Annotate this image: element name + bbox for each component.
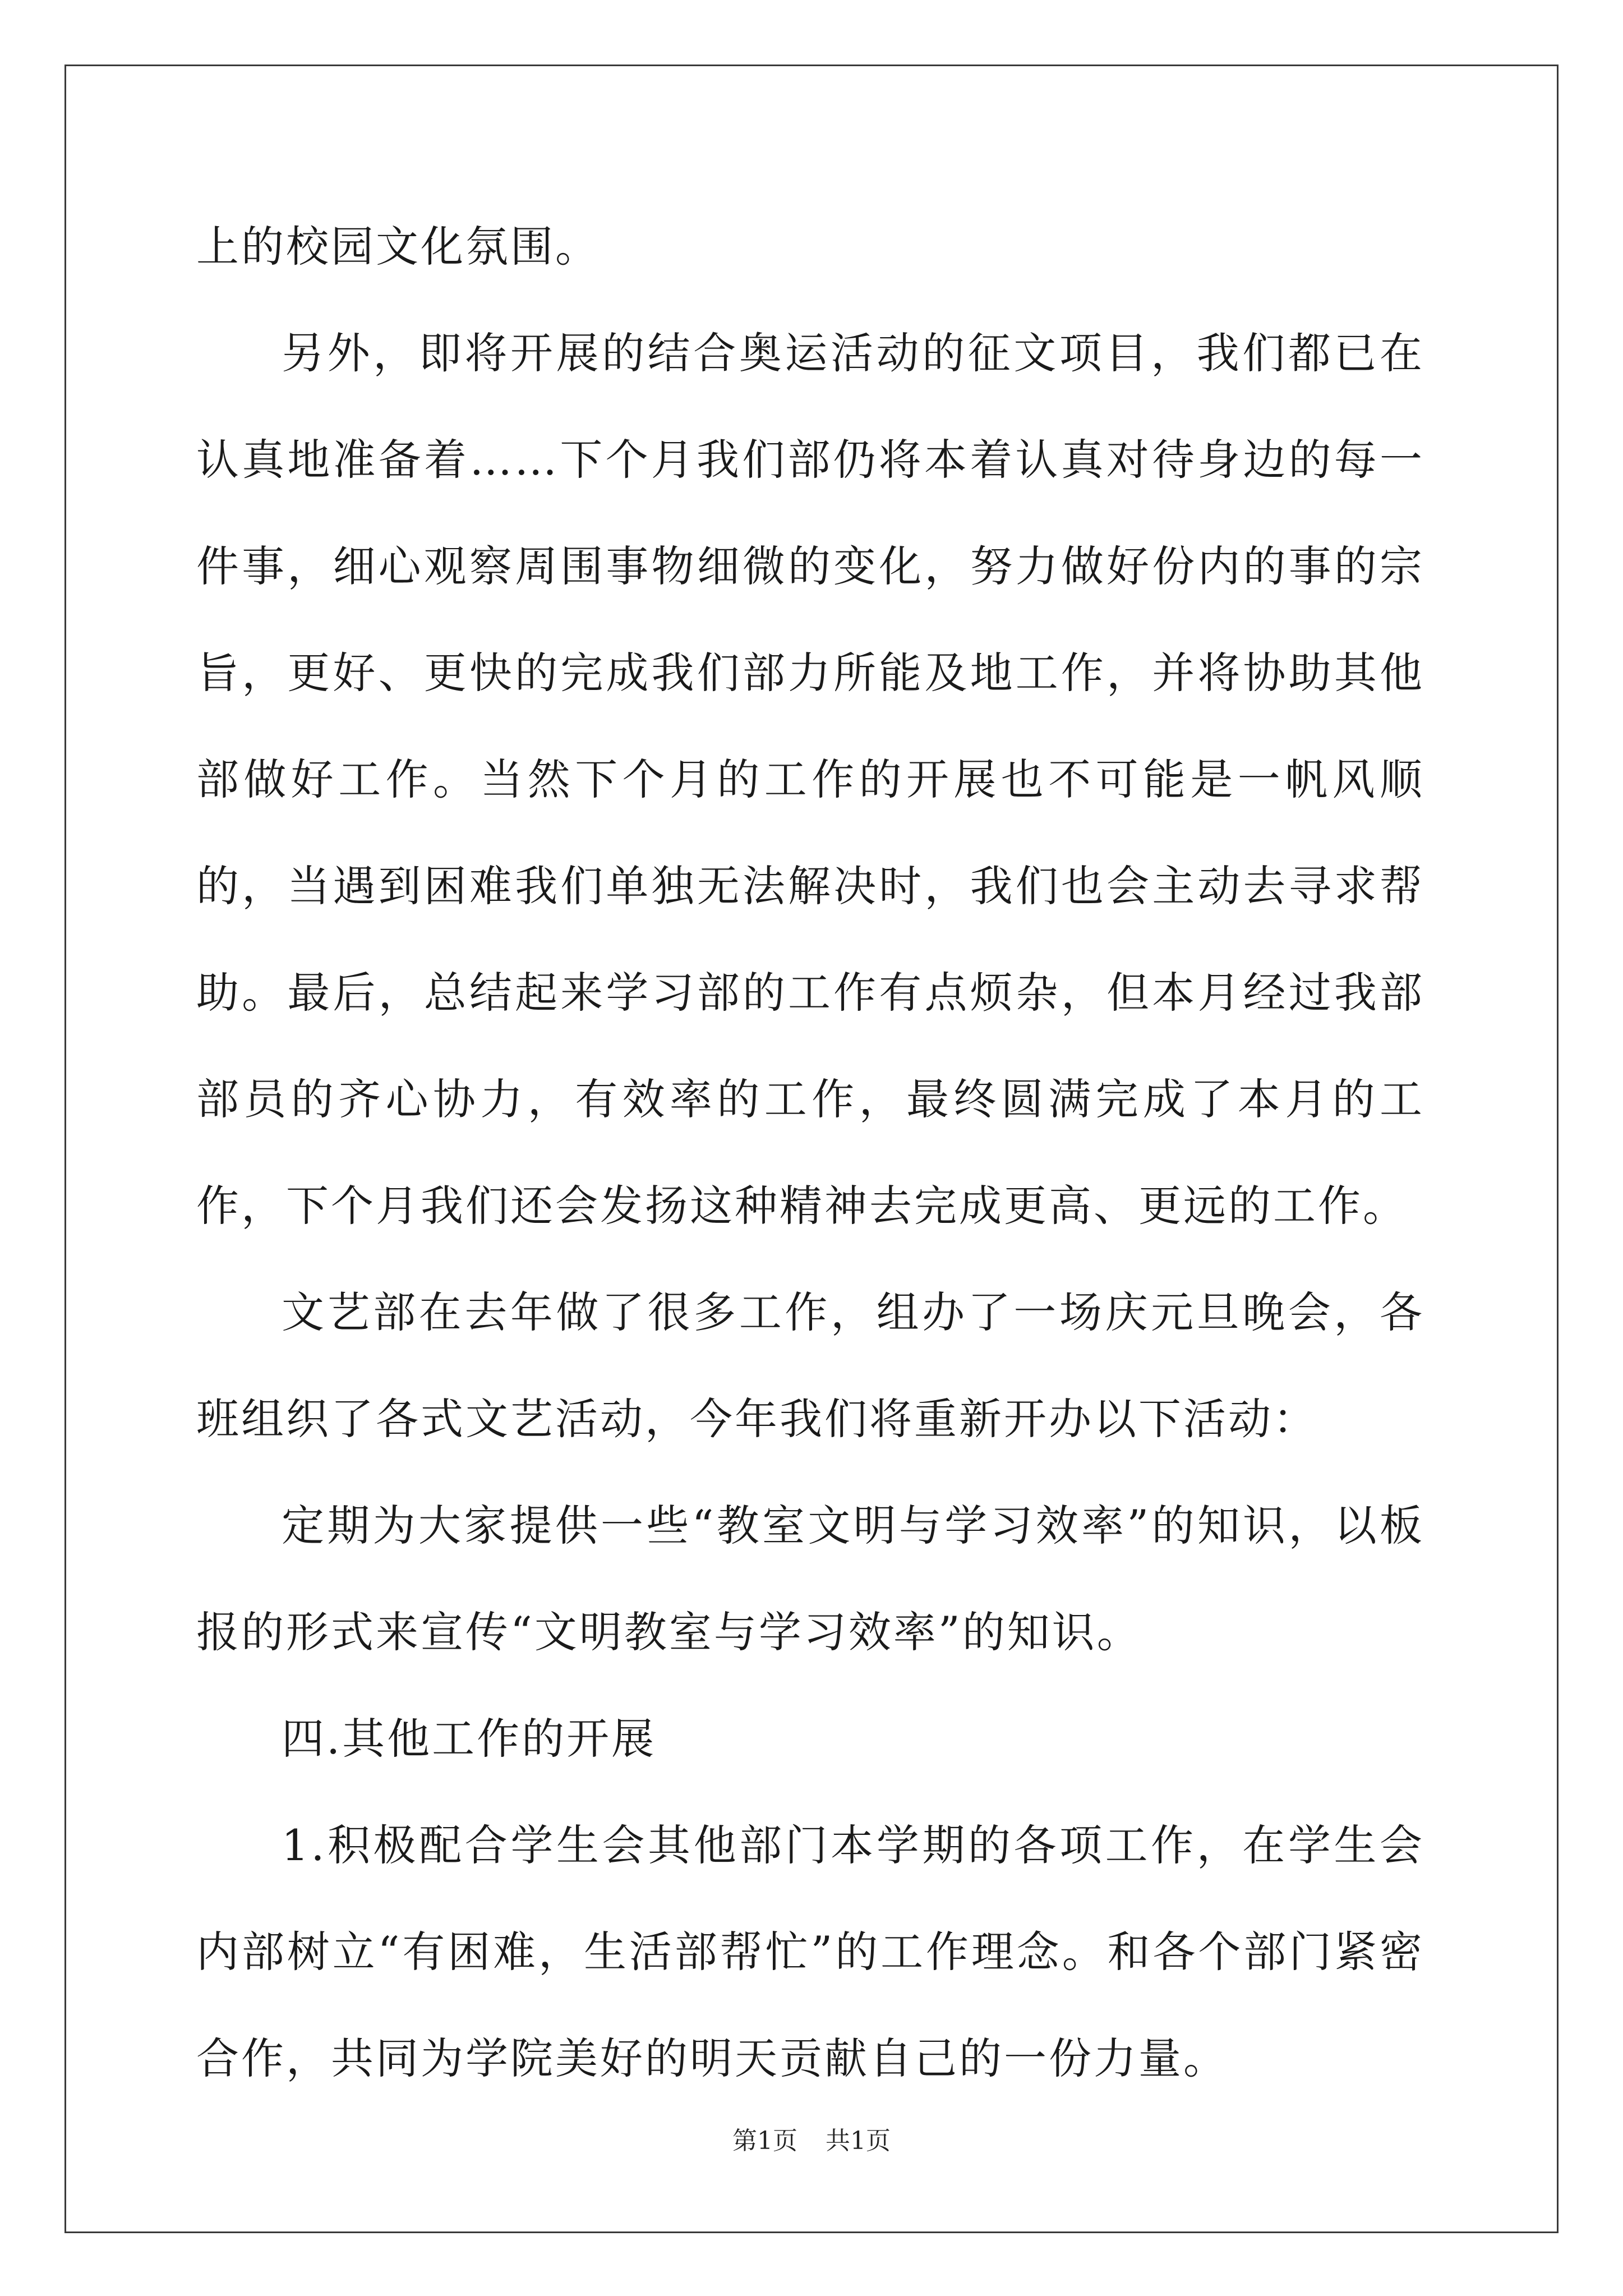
paragraph-4: 定期为大家提供一些“教室文明与学习效率”的知识，以板报的形式来宣传“文明教室与学习效率”的知识。	[196, 1501, 1424, 1657]
paragraph-1: 上的校园文化氛围。	[196, 222, 600, 272]
page-footer	[0, 2120, 1623, 2156]
page-number-current: 第1页	[732, 2127, 797, 2155]
paragraph-3: 文艺部在去年做了很多工作，组办了一场庆元旦晚会，各班组织了各式文艺活动，今年我们将重新开办以下活动：	[196, 1287, 1424, 1444]
paragraph-2: 另外，即将开展的结合奥运活动的征文项目，我们都已在认真地准备着……下个月我们部仍将本着认真对待身边的每一件事，细心观察周围事物细微的变化，努力做好份内的事的宗旨，更好、更快的完成我们部力所能及地工作，并将协助其他部做好工作。当然下个月的工作的开展也不可能是一帆风顺的，当遇到困难我们单独无法解决时，我们也会主动去寻求帮助。最后，总结起来学习部的工作有点烦杂，但本月经过我部部员的齐心协力，有效率的工作，最终圆满完成了本月的工作，下个月我们还会发扬这种精神去完成更高、更远的工作。	[196, 328, 1424, 1231]
section-heading-other-work: 四.其他工作的开展	[282, 1714, 657, 1764]
paragraph-6: 1.积极配合学生会其他部门本学期的各项工作，在学生会内部树立“有困难，生活部帮忙”的工作理念。和各个部门紧密合作，共同为学院美好的明天贡献自己的一份力量。	[196, 1820, 1424, 2083]
document-body	[196, 194, 1424, 2112]
page-number-total: 共1页	[826, 2127, 891, 2155]
